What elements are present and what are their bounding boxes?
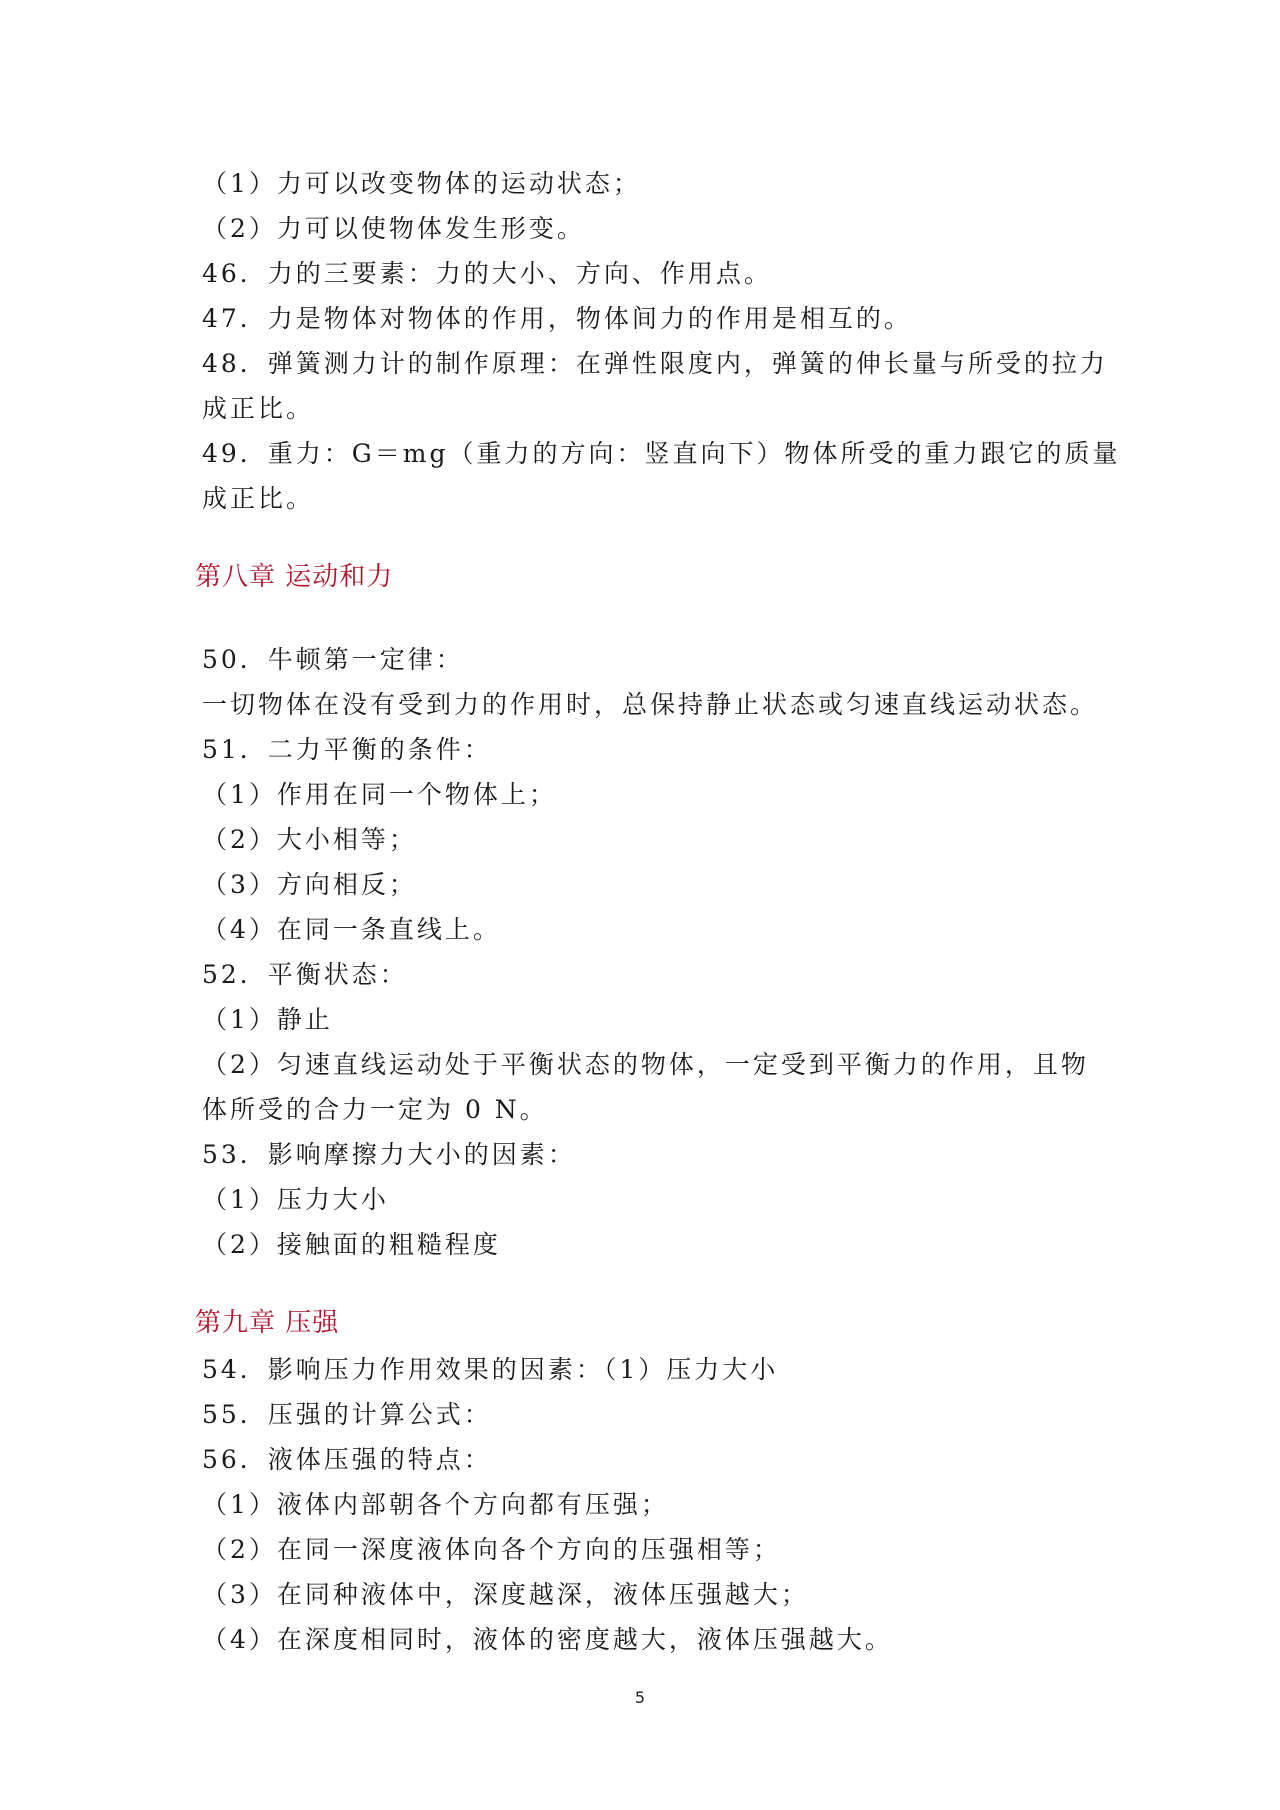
text-line: （1）压力大小 — [202, 1185, 389, 1214]
text-line: 成正比。 — [202, 394, 315, 423]
text-line: 53．影响摩擦力大小的因素： — [202, 1140, 576, 1169]
text-line: 51．二力平衡的条件： — [202, 735, 492, 764]
text-line: 46．力的三要素：力的大小、方向、作用点。 — [202, 259, 772, 288]
text-line: （2）力可以使物体发生形变。 — [202, 214, 585, 243]
text-line: 47．力是物体对物体的作用，物体间力的作用是相互的。 — [202, 304, 912, 333]
text-line: （2）接触面的粗糙程度 — [202, 1230, 501, 1259]
chapter-heading: 第九章 压强 — [195, 1308, 340, 1338]
text-line: （4）在深度相同时，液体的密度越大，液体压强越大。 — [202, 1625, 893, 1654]
text-line: （4）在同一条直线上。 — [202, 915, 501, 944]
text-line: 成正比。 — [202, 484, 315, 513]
text-line: 56．液体压强的特点： — [202, 1445, 492, 1474]
text-line: （1）作用在同一个物体上； — [202, 780, 557, 809]
text-line: 49．重力：G＝mg（重力的方向：竖直向下）物体所受的重力跟它的质量 — [202, 439, 1121, 468]
text-line: 50．牛顿第一定律： — [202, 645, 464, 674]
text-line: （1）力可以改变物体的运动状态； — [202, 169, 641, 198]
text-line: （2）大小相等； — [202, 825, 417, 854]
page-number: 5 — [634, 1688, 646, 1707]
text-line: 54．影响压力作用效果的因素：（1）压力大小 — [202, 1355, 779, 1384]
text-line: 体所受的合力一定为 0 N。 — [202, 1095, 548, 1124]
text-line: （1）静止 — [202, 1005, 333, 1034]
text-line: （3）在同种液体中，深度越深，液体压强越大； — [202, 1580, 809, 1609]
text-line: （2）匀速直线运动处于平衡状态的物体，一定受到平衡力的作用，且物 — [202, 1050, 1089, 1079]
text-line: 一切物体在没有受到力的作用时，总保持静止状态或匀速直线运动状态。 — [202, 690, 1099, 719]
text-line: （3）方向相反； — [202, 870, 417, 899]
chapter-heading: 第八章 运动和力 — [195, 562, 394, 592]
text-line: 48．弹簧测力计的制作原理：在弹性限度内，弹簧的伸长量与所受的拉力 — [202, 349, 1108, 378]
text-line: 52．平衡状态： — [202, 960, 408, 989]
text-line: （2）在同一深度液体向各个方向的压强相等； — [202, 1535, 781, 1564]
text-line: 55．压强的计算公式： — [202, 1400, 492, 1429]
text-line: （1）液体内部朝各个方向都有压强； — [202, 1490, 669, 1519]
